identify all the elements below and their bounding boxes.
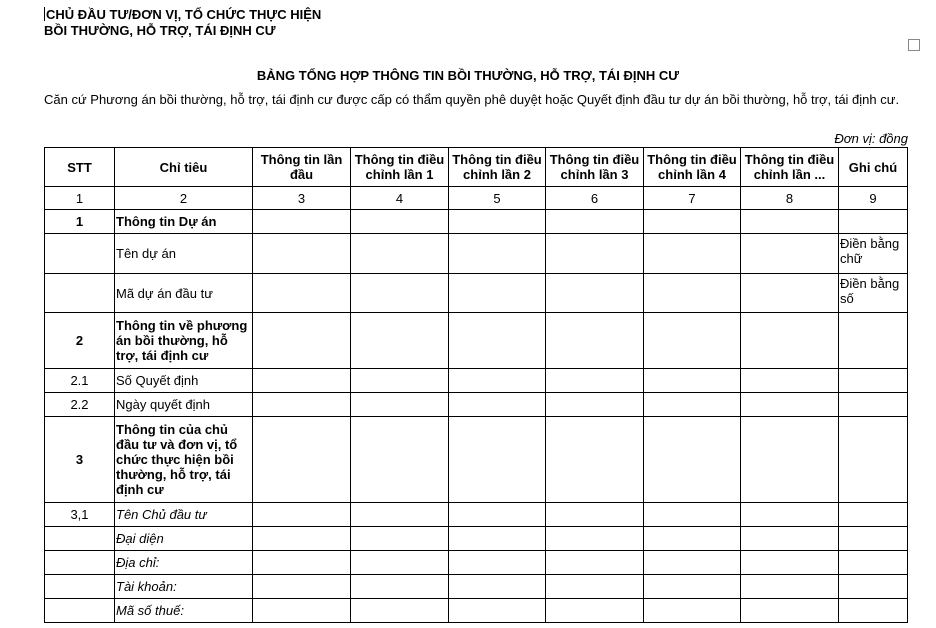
data-cell[interactable] — [449, 369, 546, 393]
data-cell[interactable] — [741, 503, 839, 527]
data-cell[interactable] — [644, 369, 741, 393]
org-line-2: BỒI THƯỜNG, HỖ TRỢ, TÁI ĐỊNH CƯ — [44, 23, 276, 38]
data-cell[interactable] — [644, 234, 741, 274]
data-cell[interactable] — [351, 274, 449, 313]
data-cell[interactable] — [253, 234, 351, 274]
row-label: Đại diện — [115, 527, 253, 551]
table-row — [45, 417, 908, 503]
column-number: 4 — [351, 187, 449, 210]
data-cell[interactable] — [351, 393, 449, 417]
header-note: Ghi chú — [839, 148, 908, 187]
data-cell[interactable] — [644, 599, 741, 623]
header-chi-tieu: Chỉ tiêu — [115, 148, 253, 187]
data-cell[interactable] — [644, 417, 741, 503]
row-label: Thông tin về phương án bồi thường, hỗ trợ, tái định cư — [115, 313, 253, 369]
row-stt — [45, 575, 115, 599]
column-number: 9 — [839, 187, 908, 210]
row-label: Địa chỉ: — [115, 551, 253, 575]
row-stt — [45, 527, 115, 551]
org-line-1-text: CHỦ ĐẦU TƯ/ĐƠN VỊ, TỔ CHỨC THỰC HIỆN — [46, 7, 322, 22]
data-cell[interactable] — [741, 234, 839, 274]
data-cell[interactable] — [644, 503, 741, 527]
data-cell[interactable] — [351, 599, 449, 623]
column-number: 8 — [741, 187, 839, 210]
data-cell[interactable] — [351, 527, 449, 551]
row-note — [839, 369, 908, 393]
row-stt: 1 — [45, 210, 115, 234]
data-cell[interactable] — [253, 599, 351, 623]
data-cell[interactable] — [351, 417, 449, 503]
data-cell[interactable] — [449, 503, 546, 527]
data-cell[interactable] — [449, 393, 546, 417]
data-cell[interactable] — [449, 210, 546, 234]
row-stt: 2.1 — [45, 369, 115, 393]
text-cursor — [44, 7, 45, 21]
column-number: 6 — [546, 187, 644, 210]
column-number: 1 — [45, 187, 115, 210]
header-stt: STT — [45, 148, 115, 187]
table-row — [45, 575, 908, 599]
data-cell[interactable] — [644, 551, 741, 575]
row-label: Thông tin Dự án — [115, 210, 253, 234]
data-cell[interactable] — [253, 527, 351, 551]
row-stt: 2 — [45, 313, 115, 369]
data-cell[interactable] — [449, 417, 546, 503]
row-stt — [45, 274, 115, 313]
header-adjust-4: Thông tin điều chỉnh lần 4 — [644, 148, 741, 187]
data-cell[interactable] — [351, 551, 449, 575]
data-cell[interactable] — [741, 393, 839, 417]
data-cell[interactable] — [741, 210, 839, 234]
header-adjust-2: Thông tin điều chỉnh lần 2 — [449, 148, 546, 187]
data-cell[interactable] — [546, 313, 644, 369]
data-cell[interactable] — [351, 234, 449, 274]
data-cell[interactable] — [449, 234, 546, 274]
table-row — [45, 234, 908, 274]
row-label: Tên dự án — [115, 234, 253, 274]
organization-heading — [44, 7, 321, 39]
data-cell[interactable] — [253, 274, 351, 313]
row-stt: 3,1 — [45, 503, 115, 527]
header-adjust-n: Thông tin điều chỉnh lần ... — [741, 148, 839, 187]
table-row — [45, 313, 908, 369]
row-label: Thông tin của chủ đầu tư và đơn vị, tổ chức thực hiện bồi thường, hỗ trợ, tái định cư — [115, 417, 253, 503]
data-cell[interactable] — [253, 503, 351, 527]
data-cell[interactable] — [546, 551, 644, 575]
data-cell[interactable] — [546, 417, 644, 503]
data-cell[interactable] — [546, 210, 644, 234]
column-number-row — [45, 187, 908, 210]
data-cell[interactable] — [741, 575, 839, 599]
row-label: Ngày quyết định — [115, 393, 253, 417]
table-row — [45, 393, 908, 417]
row-note: Điền bằng chữ — [839, 234, 908, 274]
data-cell[interactable] — [546, 369, 644, 393]
header-initial: Thông tin lần đầu — [253, 148, 351, 187]
row-note — [839, 313, 908, 369]
column-number: 7 — [644, 187, 741, 210]
table-header-row — [45, 148, 908, 187]
data-cell[interactable] — [449, 313, 546, 369]
data-cell[interactable] — [741, 274, 839, 313]
data-cell[interactable] — [351, 313, 449, 369]
row-stt — [45, 551, 115, 575]
header-adjust-3: Thông tin điều chỉnh lần 3 — [546, 148, 644, 187]
data-cell[interactable] — [546, 234, 644, 274]
column-number: 3 — [253, 187, 351, 210]
data-cell[interactable] — [741, 599, 839, 623]
row-note — [839, 575, 908, 599]
data-cell[interactable] — [449, 274, 546, 313]
data-cell[interactable] — [546, 274, 644, 313]
data-cell[interactable] — [741, 369, 839, 393]
row-label: Mã số thuế: — [115, 599, 253, 623]
row-note — [839, 503, 908, 527]
data-cell[interactable] — [644, 393, 741, 417]
data-cell[interactable] — [253, 369, 351, 393]
data-cell[interactable] — [449, 599, 546, 623]
table-row — [45, 599, 908, 623]
data-cell[interactable] — [644, 210, 741, 234]
row-note — [839, 527, 908, 551]
row-note — [839, 599, 908, 623]
table-row — [45, 210, 908, 234]
row-label: Số Quyết định — [115, 369, 253, 393]
row-stt — [45, 599, 115, 623]
data-cell[interactable] — [351, 503, 449, 527]
data-cell[interactable] — [253, 551, 351, 575]
data-cell[interactable] — [449, 527, 546, 551]
data-cell[interactable] — [253, 417, 351, 503]
row-note — [839, 393, 908, 417]
data-cell[interactable] — [546, 393, 644, 417]
data-cell[interactable] — [741, 527, 839, 551]
row-stt — [45, 234, 115, 274]
org-line-1 — [44, 7, 321, 23]
column-number: 5 — [449, 187, 546, 210]
row-note — [839, 551, 908, 575]
data-cell[interactable] — [546, 527, 644, 551]
data-cell[interactable] — [351, 575, 449, 599]
data-cell[interactable] — [253, 210, 351, 234]
row-label: Mã dự án đầu tư — [115, 274, 253, 313]
row-note — [839, 417, 908, 503]
data-cell[interactable] — [351, 369, 449, 393]
data-cell[interactable] — [546, 503, 644, 527]
row-stt: 3 — [45, 417, 115, 503]
data-cell[interactable] — [253, 393, 351, 417]
document-title: BẢNG TỔNG HỢP THÔNG TIN BỒI THƯỜNG, HỖ TRỢ, TÁI ĐỊNH CƯ — [256, 68, 680, 83]
data-cell[interactable] — [644, 575, 741, 599]
unit-label: Đơn vị: đồng — [834, 131, 908, 146]
summary-table — [44, 147, 908, 623]
data-cell[interactable] — [741, 551, 839, 575]
table-row — [45, 503, 908, 527]
data-cell[interactable] — [644, 274, 741, 313]
table-row — [45, 274, 908, 313]
data-cell[interactable] — [546, 599, 644, 623]
data-cell[interactable] — [449, 551, 546, 575]
data-cell[interactable] — [351, 210, 449, 234]
table-row — [45, 551, 908, 575]
intro-paragraph: Căn cứ Phương án bồi thường, hỗ trợ, tái định cư được cấp có thẩm quyền phê duyệt hoặc Quyết định đầu tư dự án bồi thường, hỗ trợ, tái định cư. — [44, 92, 900, 107]
data-cell[interactable] — [253, 575, 351, 599]
row-note: Điền bằng số — [839, 274, 908, 313]
data-cell[interactable] — [253, 313, 351, 369]
checkbox-icon[interactable] — [908, 39, 920, 51]
data-cell[interactable] — [741, 417, 839, 503]
row-label: Tài khoản: — [115, 575, 253, 599]
row-note — [839, 210, 908, 234]
column-number: 2 — [115, 187, 253, 210]
row-stt: 2.2 — [45, 393, 115, 417]
data-cell[interactable] — [644, 527, 741, 551]
data-cell[interactable] — [644, 313, 741, 369]
table-row — [45, 527, 908, 551]
table-row — [45, 369, 908, 393]
row-label: Tên Chủ đầu tư — [115, 503, 253, 527]
data-cell[interactable] — [741, 313, 839, 369]
header-adjust-1: Thông tin điều chỉnh lần 1 — [351, 148, 449, 187]
data-cell[interactable] — [546, 575, 644, 599]
data-cell[interactable] — [449, 575, 546, 599]
